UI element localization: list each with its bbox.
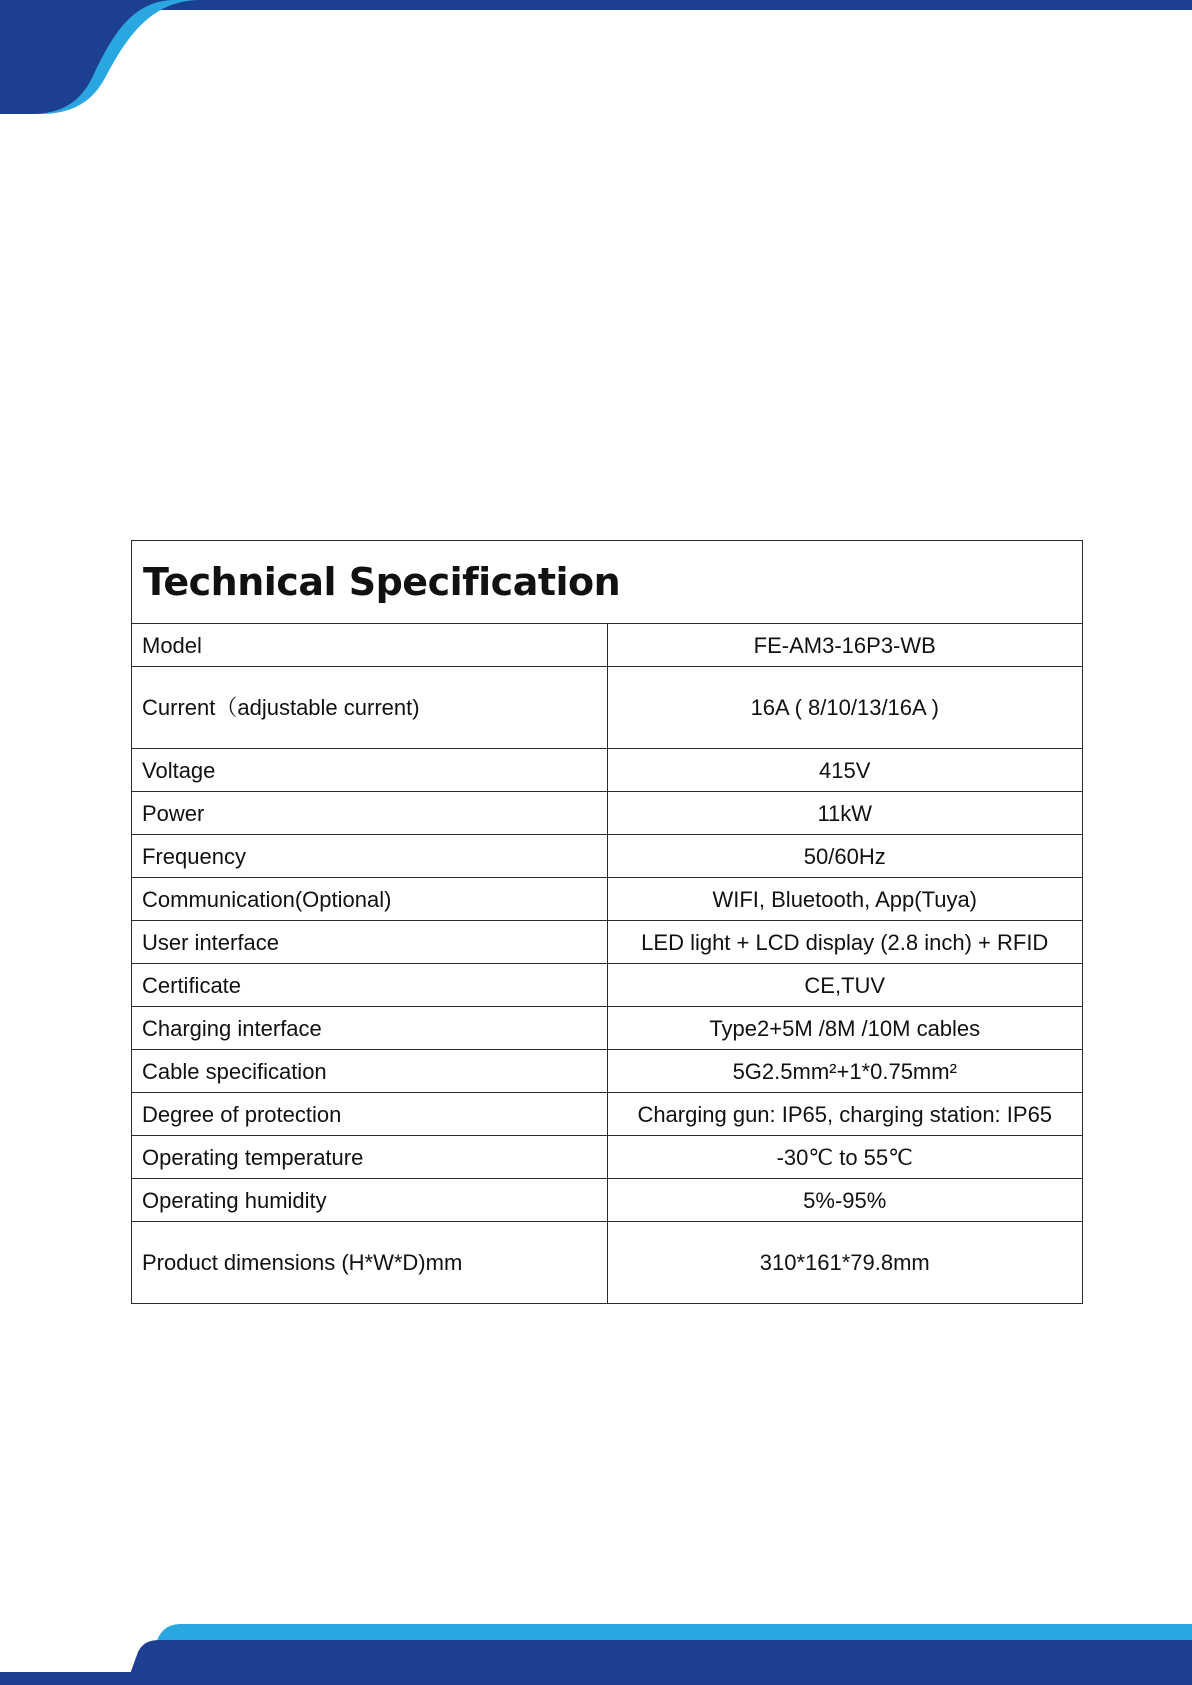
spec-label: Frequency xyxy=(132,835,608,878)
spec-label: Current（adjustable current) xyxy=(132,667,608,749)
table-row-power xyxy=(132,792,1083,835)
spec-label: Degree of protection xyxy=(132,1093,608,1136)
table-row-voltage xyxy=(132,749,1083,792)
page-title: Technical Specification xyxy=(143,560,621,604)
spec-label: Operating humidity xyxy=(132,1179,608,1222)
table-row-user-interface xyxy=(132,921,1083,964)
spec-label: Voltage xyxy=(132,749,608,792)
spec-value: FE-AM3-16P3-WB xyxy=(607,624,1083,667)
spec-value: 11kW xyxy=(607,792,1083,835)
table-row-model xyxy=(132,624,1083,667)
spec-value: 415V xyxy=(607,749,1083,792)
spec-label: Certificate xyxy=(132,964,608,1007)
table-row-certificate xyxy=(132,964,1083,1007)
table-row-cable-specification xyxy=(132,1050,1083,1093)
spec-value: 5G2.5mm²+1*0.75mm² xyxy=(607,1050,1083,1093)
spec-label: Charging interface xyxy=(132,1007,608,1050)
spec-value: 50/60Hz xyxy=(607,835,1083,878)
table-row-charging-interface xyxy=(132,1007,1083,1050)
spec-value: WIFI, Bluetooth, App(Tuya) xyxy=(607,878,1083,921)
table-title-cell xyxy=(132,541,1083,624)
spec-label: Power xyxy=(132,792,608,835)
header-banner xyxy=(0,0,1192,120)
spec-label: Cable specification xyxy=(132,1050,608,1093)
spec-label: User interface xyxy=(132,921,608,964)
table-row-degree-of-protection xyxy=(132,1093,1083,1136)
table-title-row xyxy=(132,541,1083,624)
spec-value: 16A ( 8/10/13/16A ) xyxy=(607,667,1083,749)
table-row-operating-temperature xyxy=(132,1136,1083,1179)
table-row-product-dimensions xyxy=(132,1222,1083,1304)
spec-value: 310*161*79.8mm xyxy=(607,1222,1083,1304)
spec-value: 5%-95% xyxy=(607,1179,1083,1222)
table-row-communication xyxy=(132,878,1083,921)
table-row-current xyxy=(132,667,1083,749)
spec-value: Type2+5M /8M /10M cables xyxy=(607,1007,1083,1050)
spec-label: Communication(Optional) xyxy=(132,878,608,921)
spec-label: Product dimensions (H*W*D)mm xyxy=(132,1222,608,1304)
spec-value: Charging gun: IP65, charging station: IP65 xyxy=(607,1093,1083,1136)
spec-value: LED light + LCD display (2.8 inch) + RFID xyxy=(607,921,1083,964)
spec-label: Operating temperature xyxy=(132,1136,608,1179)
spec-label: Model xyxy=(132,624,608,667)
table-row-frequency xyxy=(132,835,1083,878)
spec-value: CE,TUV xyxy=(607,964,1083,1007)
spec-table xyxy=(131,540,1083,1304)
table-row-operating-humidity xyxy=(132,1179,1083,1222)
spec-value: -30℃ to 55℃ xyxy=(607,1136,1083,1179)
